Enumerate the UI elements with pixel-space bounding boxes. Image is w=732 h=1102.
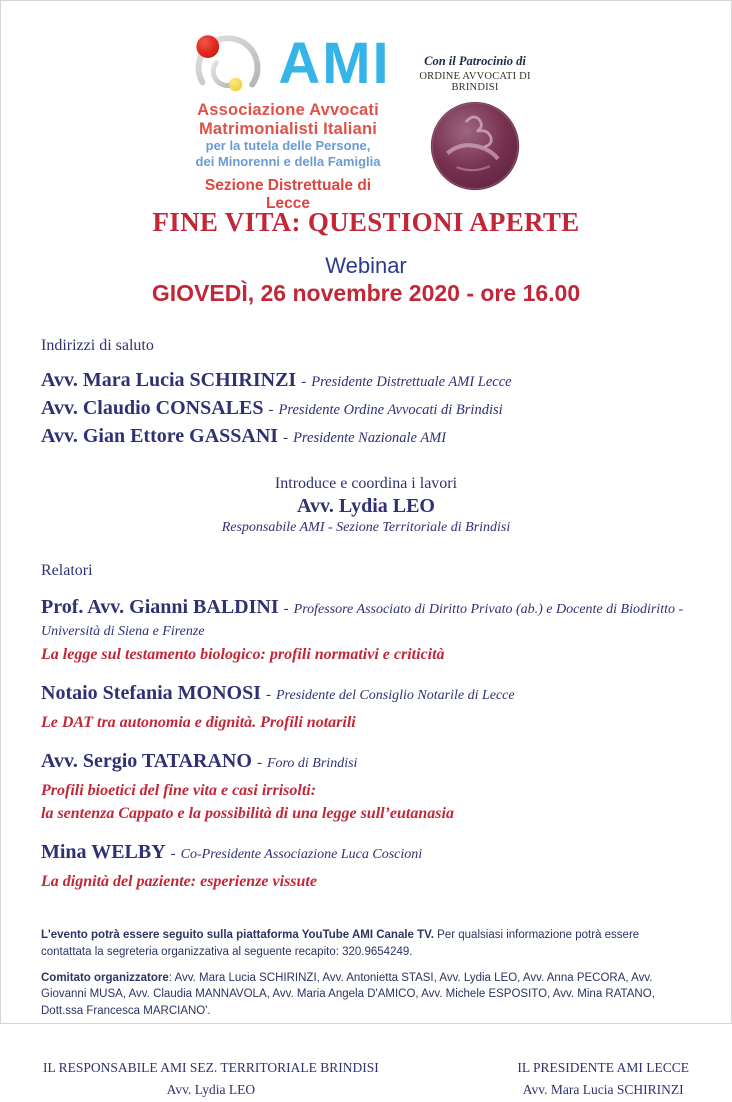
speaker-name: Mina WELBY bbox=[41, 841, 166, 864]
notes-section bbox=[41, 927, 691, 1019]
event-format: Webinar bbox=[325, 253, 407, 278]
person-name: Avv. Claudio CONSALES bbox=[41, 397, 264, 419]
greeting-item bbox=[41, 395, 691, 423]
committee-rest: : Avv. Mara Lucia SCHIRINZI, Avv. Antonietta STASI, Avv. Lydia LEO, Avv. Anna PECORA, Avv. Giovanni MUSA, Avv. Claudia MANNAVOLA, Avv. Maria Angela D'AMICO, Avv. Michele ESPOSITO, Avv. Mina RATANO, Dott.ssa Francesca MARCIANO'. bbox=[41, 972, 655, 1017]
speaker-role: Foro di Brindisi bbox=[266, 756, 358, 772]
speaker-line bbox=[41, 839, 691, 868]
speaker-topic: La dignità del paziente: esperienze vissute bbox=[41, 873, 317, 891]
separator: - bbox=[256, 755, 262, 772]
event-datetime: GIOVEDÌ, 26 novembre 2020 - ore 16.00 bbox=[151, 280, 581, 306]
separator: - bbox=[268, 402, 274, 418]
speaker-item bbox=[41, 839, 691, 893]
greetings-list bbox=[41, 367, 691, 451]
signature-left-title: IL RESPONSABILE AMI SEZ. TERRITORIALE BRINDISI bbox=[43, 1060, 379, 1076]
signatures-footer bbox=[43, 1057, 689, 1102]
greetings-heading: Indirizzi di saluto bbox=[41, 337, 154, 354]
moderator-role: Responsabile AMI - Sezione Territoriale di Brindisi bbox=[221, 520, 511, 535]
speaker-role: Presidente del Consiglio Notarile di Lecce bbox=[276, 687, 515, 703]
speaker-item bbox=[41, 594, 691, 666]
ami-orbit-icon bbox=[185, 34, 271, 98]
speaker-role: Co-Presidente Associazione Luca Coscioni bbox=[180, 847, 423, 863]
association-tagline-line2: dei Minorenni e della Famiglia bbox=[195, 153, 381, 169]
event-title: FINE VITA: QUESTIONI APERTE bbox=[152, 207, 580, 237]
coin-icon bbox=[429, 100, 521, 192]
speaker-role: Professore Associato di Diritto Privato (ab.) e Docente di Biodiritto - bbox=[293, 602, 684, 617]
speaker-topic: La legge sul testamento biologico: profili normativi e criticità bbox=[41, 645, 445, 663]
signature-left-name: Avv. Lydia LEO bbox=[166, 1082, 256, 1098]
speaker-line bbox=[41, 680, 691, 709]
yellow-dot bbox=[229, 78, 242, 91]
brindisi-coin-emblem bbox=[429, 100, 521, 192]
person-role: Presidente Nazionale AMI bbox=[293, 430, 447, 446]
speaker-topic: Le DAT tra autonomia e dignità. Profili notarili bbox=[41, 713, 356, 731]
speaker-item bbox=[41, 748, 691, 825]
signature-right-title: IL PRESIDENTE AMI LECCE bbox=[517, 1060, 689, 1076]
streaming-note bbox=[41, 927, 691, 960]
red-dot bbox=[197, 35, 220, 58]
person-role: Presidente Distrettuale AMI Lecce bbox=[311, 374, 512, 390]
speakers-heading: Relatori bbox=[41, 562, 93, 579]
moderator-intro: Introduce e coordina i lavori bbox=[274, 475, 458, 492]
ami-acronym: AMI bbox=[278, 31, 391, 96]
person-role: Presidente Ordine Avvocati di Brindisi bbox=[278, 402, 503, 418]
section-label: Sezione Distrettuale di Lecce bbox=[204, 176, 372, 212]
moderator-section bbox=[1, 475, 731, 536]
signature-left bbox=[43, 1057, 379, 1102]
speaker-line bbox=[41, 594, 691, 623]
speaker-name: Prof. Avv. Gianni BALDINI bbox=[41, 596, 279, 618]
association-name-line1: Associazione Avvocati bbox=[197, 101, 379, 119]
speaker-line bbox=[41, 748, 691, 777]
speaker-topic: Profili bioetici del fine vita e casi irrisolti: bbox=[41, 782, 317, 800]
patronage-entity: ORDINE AVVOCATI DI BRINDISI bbox=[419, 71, 531, 93]
association-name-line2: Matrimonialisti Italiani bbox=[198, 120, 378, 139]
speaker-item bbox=[41, 680, 691, 734]
separator: - bbox=[283, 601, 289, 617]
person-name: Avv. Gian Ettore GASSANI bbox=[41, 425, 279, 447]
speaker-topic-continued: la sentenza Cappato e la possibilità di una legge sull’eutanasia bbox=[41, 804, 454, 822]
greeting-item bbox=[41, 367, 691, 395]
speakers-section bbox=[41, 562, 691, 893]
speaker-name: Notaio Stefania MONOSI bbox=[41, 681, 261, 704]
organizing-committee-note bbox=[41, 970, 691, 1019]
patronage-intro: Con il Patrocinio di bbox=[424, 54, 526, 68]
moderator-name: Avv. Lydia LEO bbox=[296, 495, 435, 517]
speaker-name: Avv. Sergio TATARANO bbox=[41, 750, 252, 773]
person-name: Avv. Mara Lucia SCHIRINZI bbox=[41, 369, 297, 391]
patronage-block bbox=[407, 54, 543, 192]
speaker-role-continued: Università di Siena e Firenze bbox=[41, 624, 205, 639]
ami-logo-row bbox=[181, 31, 395, 100]
ami-logo-block bbox=[181, 31, 395, 213]
separator: - bbox=[283, 430, 289, 446]
separator: - bbox=[266, 686, 271, 703]
committee-lead: Comitato organizzatore bbox=[41, 972, 169, 985]
greeting-item bbox=[41, 423, 691, 451]
separator: - bbox=[301, 374, 307, 390]
signature-right-name: Avv. Mara Lucia SCHIRINZI bbox=[522, 1082, 684, 1098]
separator: - bbox=[170, 846, 176, 863]
streaming-note-rest: Per qualsiasi informazione potrà essere contattata la segreteria organizzativa al seguente recapito: 320.9654249. bbox=[41, 929, 640, 958]
streaming-note-lead: L'evento potrà essere seguito sulla piattaforma YouTube AMI Canale TV. bbox=[41, 929, 434, 942]
greetings-section bbox=[41, 337, 691, 451]
signature-right bbox=[517, 1057, 689, 1102]
association-tagline-line1: per la tutela delle Persone, bbox=[205, 138, 371, 154]
